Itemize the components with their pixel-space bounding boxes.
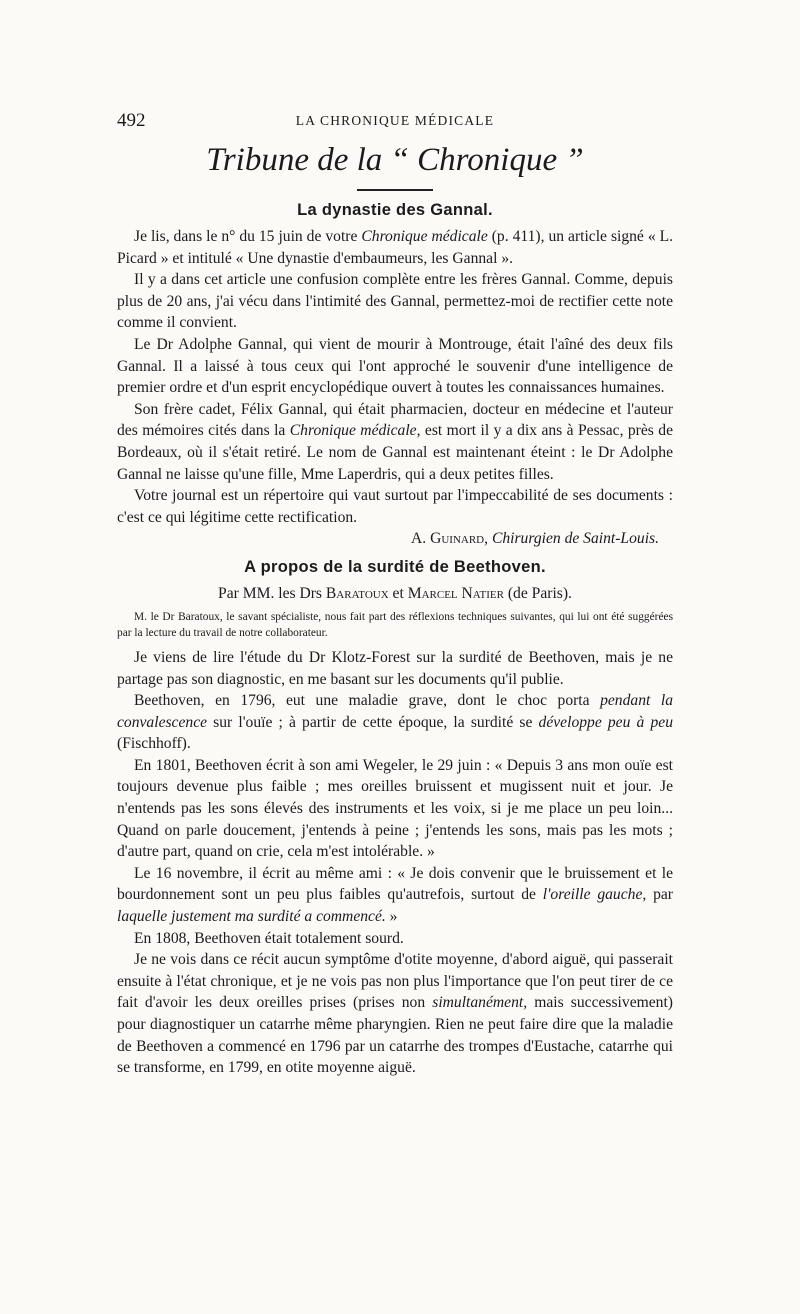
paragraph: Le Dr Adolphe Gannal, qui vient de mourir à Montrouge, était l'aîné des deux fils Gannal. Il a laissé à tous ceux qui l'ont approché le souvenir d'une intelligence de premier ordre et d'un esprit encyclopédique ouvert à toutes les connaissances humaines. bbox=[117, 335, 673, 397]
editor-note: M. le Dr Baratoux, le savant spécialiste, nous fait part des réflexions techniques suivantes, qui lui ont été suggérées par la lecture du travail de notre collaborateur. bbox=[117, 610, 673, 639]
byline: Par MM. les Drs Baratoux et Marcel Natier (de Paris). bbox=[218, 584, 572, 602]
paragraph: Votre journal est un répertoire qui vaut surtout par l'impeccabilité de ses documents : c'est ce qui légitime cette rectification. bbox=[117, 487, 673, 526]
title-rule bbox=[357, 189, 433, 191]
paragraph: Je lis, dans le n° du 15 juin de votre Chronique médicale (p. 411), un article signé « L. Picard » et intitulé « Une dynastie d'embaumeurs, les Gannal ». bbox=[117, 228, 674, 267]
article-beethoven bbox=[117, 558, 673, 1079]
running-header bbox=[117, 110, 673, 136]
journal-title: LA CHRONIQUE MÉDICALE bbox=[295, 113, 495, 128]
paragraph: En 1808, Beethoven était totalement sourd. bbox=[134, 929, 404, 947]
article-title: A propos de la surdité de Beethoven. bbox=[244, 557, 546, 576]
document-page bbox=[117, 110, 673, 1079]
paragraph: Le 16 novembre, il écrit au même ami : « Je dois convenir que le bruissement et le bourdonnement sont un peu plus faibles qu'autrefois, surtout de l'oreille gauche, par laquelle justement ma surdité a commencé. » bbox=[117, 864, 674, 926]
article-gannal bbox=[117, 201, 673, 550]
paragraph: Je ne vois dans ce récit aucun symptôme d'otite moyenne, d'abord aiguë, qui passerait ensuite à l'état chronique, et je ne vois pas non plus l'importance que l'on peut tirer de ce fait d'avoir les deux oreilles prises (prises non simultanément, mais successivement) pour diagnostiquer un catarrhe même pharyngien. Rien ne peut faire dire que la maladie de Beethoven a commencé en 1796 par un catarrhe des trompes d'Eustache, catarrhe qui se transforme, en 1799, en otite moyenne aiguë. bbox=[117, 951, 673, 1077]
paragraph: En 1801, Beethoven écrit à son ami Wegeler, le 29 juin : « Depuis 3 ans mon ouïe est toujours devenue plus faible ; mes oreilles bruissent et mugissent nuit et jour. Je n'entends pas les sons élevés des instruments et les voix, si je me place un peu loin... Quand on parle doucement, j'entends à peine ; j'entends les sons, mais pas les mots ; d'autre part, quand on crie, cela m'est intolérable. » bbox=[117, 756, 673, 861]
article-title: La dynastie des Gannal. bbox=[297, 201, 493, 219]
paragraph: Je viens de lire l'étude du Dr Klotz-Forest sur la surdité de Beethoven, mais je ne partage pas son diagnostic, en me basant sur les documents qu'il publie. bbox=[117, 648, 673, 688]
rubric-title: Tribune de la “ Chronique ” bbox=[206, 142, 584, 178]
paragraph: Il y a dans cet article une confusion complète entre les frères Gannal. Comme, depuis plus de 20 ans, j'ai vécu dans l'intimité des Gannal, permettez-moi de rectifier cette note comme il convient. bbox=[117, 271, 673, 332]
signature: A. Guinard, Chirurgien de Saint-Louis. bbox=[411, 530, 659, 548]
paragraph: Son frère cadet, Félix Gannal, qui était pharmacien, docteur en médecine et l'auteur des mémoires cités dans la Chronique médicale, est mort il y a dix ans à Pessac, près de Bordeaux, où il s'était retiré. Le nom de Gannal est maintenant éteint : le Dr Adolphe Gannal ne laisse qu'une fille, Mme Laperdris, qui a deux petites filles. bbox=[117, 400, 673, 483]
paragraph: Beethoven, en 1796, eut une maladie grave, dont le choc porta pendant la convalescence sur l'ouïe ; à partir de cette époque, la surdité se développe peu à peu (Fischhoff). bbox=[117, 692, 673, 753]
page-number: 492 bbox=[117, 110, 146, 131]
